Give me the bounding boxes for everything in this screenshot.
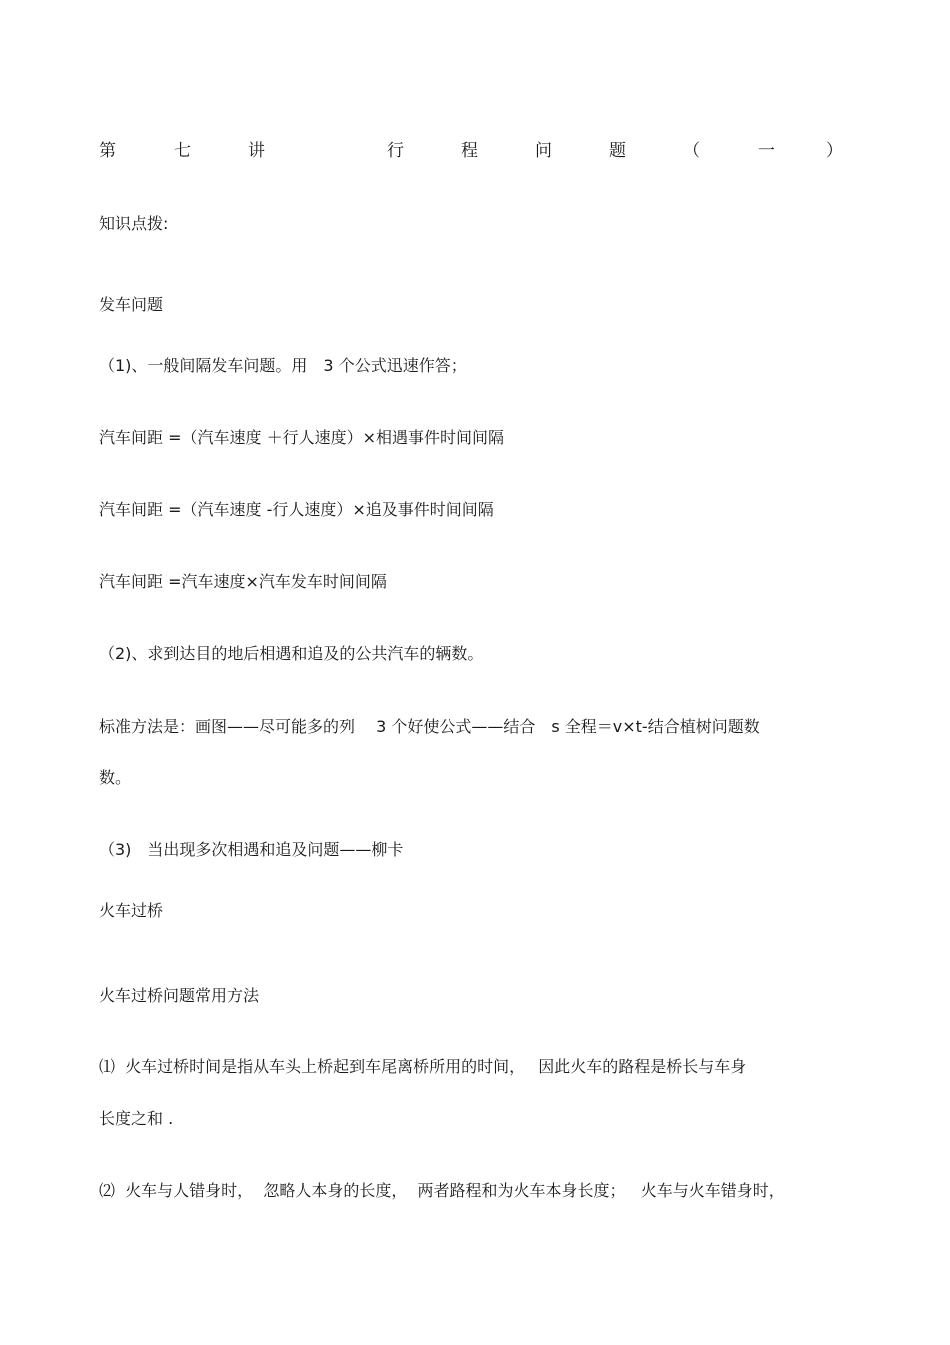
formula-meeting: 汽车间距 =（汽车速度 ＋行人速度）×相遇事件时间间隔 xyxy=(99,428,504,447)
method-paragraph-line-1: 标准方法是：画图——尽可能多的列 3 个好使公式——结合 s 全程＝v×t-结合植树问题数 xyxy=(99,717,760,736)
train-item-1-line-1: ⑴ 火车过桥时间是指从车头上桥起到车尾离桥所用的时间， 因此火车的路程是桥长与车身 xyxy=(99,1057,747,1076)
title-char: 一 xyxy=(758,141,775,161)
method-paragraph-line-2: 数。 xyxy=(99,768,132,787)
title-char: 行 xyxy=(387,141,404,161)
formula-departure: 汽车间距 =汽车速度×汽车发车时间间隔 xyxy=(99,572,387,591)
train-item-1-line-2: 长度之和 . xyxy=(99,1109,174,1128)
title-char: 七 xyxy=(174,141,191,161)
title-char: 讲 xyxy=(248,141,265,161)
bus-item-3: （3) 当出现多次相遇和追及问题——柳卡 xyxy=(99,840,404,859)
bus-item-2: （2)、求到达目的地后相遇和追及的公共汽车的辆数。 xyxy=(99,644,484,663)
formula-chasing: 汽车间距 =（汽车速度 -行人速度）×追及事件时间间隔 xyxy=(99,500,494,519)
title-char: ） xyxy=(826,141,843,161)
train-item-2-line-1: ⑵ 火车与人错身时， 忽略人本身的长度， 两者路程和为火车本身长度； 火车与火车错身时， xyxy=(99,1181,785,1200)
section-heading-train: 火车过桥 xyxy=(99,901,164,920)
title-char: 问 xyxy=(535,141,552,161)
section-heading-knowledge: 知识点拨: xyxy=(99,214,169,233)
train-methods-heading: 火车过桥问题常用方法 xyxy=(99,986,260,1005)
title-char: 程 xyxy=(461,141,478,161)
bus-item-1: （1)、一般间隔发车问题。用 3 个公式迅速作答； xyxy=(99,356,467,375)
title-char: 题 xyxy=(609,141,626,161)
title-char: 第 xyxy=(99,141,116,161)
title-char: （ xyxy=(683,141,700,161)
section-heading-bus: 发车问题 xyxy=(99,295,164,314)
